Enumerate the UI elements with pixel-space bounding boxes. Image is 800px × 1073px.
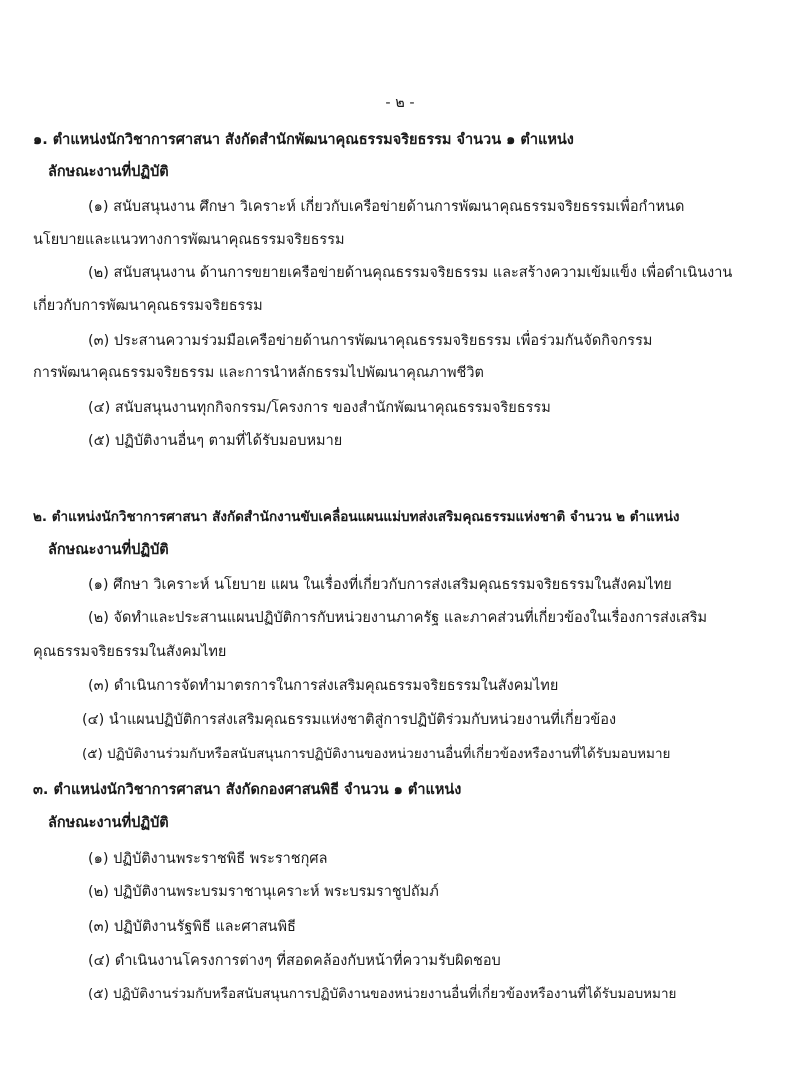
section-heading: ๓. ตำแหน่งนักวิชาการศาสนา สังกัดกองศาสนพิธี จำนวน ๑ ตำแหน่ง bbox=[33, 782, 462, 798]
list-item-continuation: การพัฒนาคุณธรรมจริยธรรม และการนำหลักธรรมไปพัฒนาคุณภาพชีวิต bbox=[33, 365, 484, 381]
page-number: - ๒ - bbox=[385, 95, 415, 111]
list-item: (๑) ศึกษา วิเคราะห์ นโยบาย แผน ในเรื่องที่เกี่ยวกับการส่งเสริมคุณธรรมจริยธรรมในสังคมไทย bbox=[88, 577, 672, 593]
list-item: (๕) ปฏิบัติงานร่วมกับหรือสนับสนุนการปฏิบัติงานของหน่วยงานอื่นที่เกี่ยวข้องหรืองานที่ได้รับมอบหมาย bbox=[88, 986, 677, 1002]
list-item: (๓) ประสานความร่วมมือเครือข่ายด้านการพัฒนาคุณธรรมจริยธรรม เพื่อร่วมกันจัดกิจกรรม bbox=[88, 333, 653, 349]
section-heading: ๑. ตำแหน่งนักวิชาการศาสนา สังกัดสำนักพัฒนาคุณธรรมจริยธรรม จำนวน ๑ ตำแหน่ง bbox=[33, 132, 574, 148]
list-item: (๒) ปฏิบัติงานพระบรมราชานุเคราะห์ พระบรมราชูปถัมภ์ bbox=[88, 884, 439, 900]
list-item-continuation: คุณธรรมจริยธรรมในสังคมไทย bbox=[33, 644, 227, 660]
list-item: (๔) ดำเนินงานโครงการต่างๆ ที่สอดคล้องกับหน้าที่ความรับผิดชอบ bbox=[88, 953, 501, 969]
list-item: (๒) สนับสนุนงาน ด้านการขยายเครือข่ายด้านคุณธรรมจริยธรรม และสร้างความเข้มแข็ง เพื่อดำเนินงาน bbox=[88, 265, 733, 281]
section-subheading: ลักษณะงานที่ปฏิบัติ bbox=[48, 815, 169, 831]
list-item: (๑) สนับสนุนงาน ศึกษา วิเคราะห์ เกี่ยวกับเครือข่ายด้านการพัฒนาคุณธรรมจริยธรรมเพื่อกำหนด bbox=[88, 199, 685, 215]
list-item-continuation: เกี่ยวกับการพัฒนาคุณธรรมจริยธรรม bbox=[33, 298, 263, 314]
list-item: (๑) ปฏิบัติงานพระราชพิธี พระราชกุศล bbox=[88, 851, 328, 867]
list-item-continuation: นโยบายและแนวทางการพัฒนาคุณธรรมจริยธรรม bbox=[33, 232, 345, 248]
list-item: (๔) นำแผนปฏิบัติการส่งเสริมคุณธรรมแห่งชาติสู่การปฏิบัติร่วมกับหน่วยงานที่เกี่ยวข้อง bbox=[82, 712, 617, 728]
section-subheading: ลักษณะงานที่ปฏิบัติ bbox=[48, 164, 169, 180]
section-heading: ๒. ตำแหน่งนักวิชาการศาสนา สังกัดสำนักงานขับเคลื่อนแผนแม่บทส่งเสริมคุณธรรมแห่งชาติ จำนวน ๒ ตำแหน่ง bbox=[33, 509, 680, 525]
list-item: (๓) ปฏิบัติงานรัฐพิธี และศาสนพิธี bbox=[88, 919, 296, 935]
list-item: (๔) สนับสนุนงานทุกกิจกรรม/โครงการ ของสำนักพัฒนาคุณธรรมจริยธรรม bbox=[88, 400, 551, 416]
list-item: (๕) ปฏิบัติงานร่วมกับหรือสนับสนุนการปฏิบัติงานของหน่วยงานอื่นที่เกี่ยวข้องหรืองานที่ได้รับมอบหมาย bbox=[82, 746, 671, 762]
list-item: (๕) ปฏิบัติงานอื่นๆ ตามที่ได้รับมอบหมาย bbox=[88, 433, 343, 449]
list-item: (๒) จัดทำและประสานแผนปฏิบัติการกับหน่วยงานภาครัฐ และภาคส่วนที่เกี่ยวข้องในเรื่องการส่งเสริม bbox=[88, 610, 708, 626]
list-item: (๓) ดำเนินการจัดทำมาตรการในการส่งเสริมคุณธรรมจริยธรรมในสังคมไทย bbox=[88, 678, 559, 694]
section-subheading: ลักษณะงานที่ปฏิบัติ bbox=[48, 542, 169, 558]
